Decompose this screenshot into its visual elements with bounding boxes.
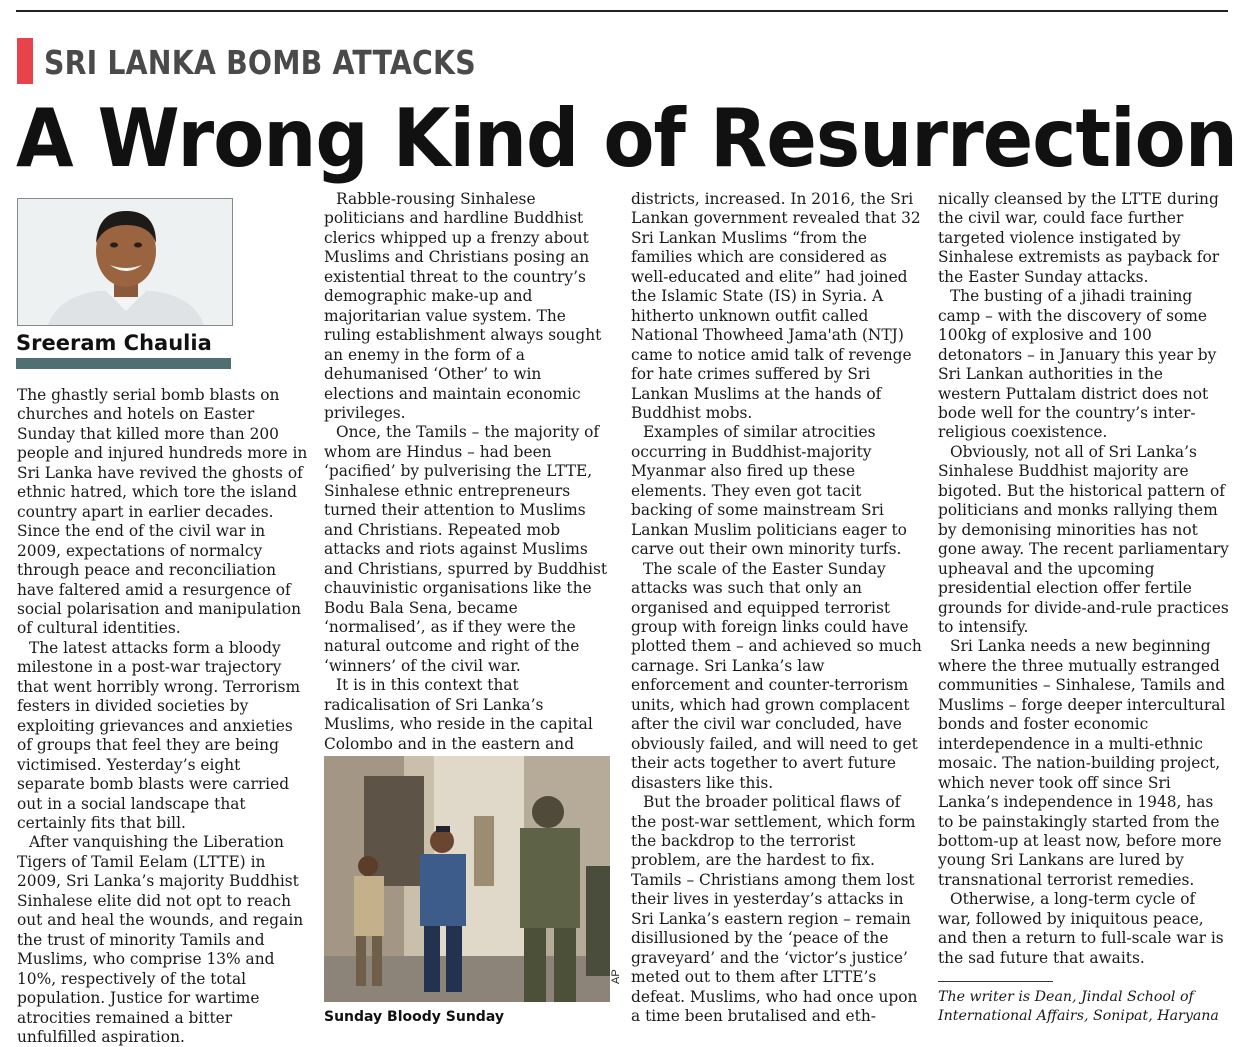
author-byline: Sreeram Chaulia xyxy=(16,331,212,355)
paragraph: Otherwise, a long-term cycle of war, followed by iniquitous peace, and then a return to full-scale war is the sad future that awaits. xyxy=(938,890,1224,967)
article-column-1 xyxy=(17,386,309,1047)
paragraph: The latest attacks form a bloody milestone in a post-war trajectory that went horribly wrong. Terrorism festers in divided societies by exploiting grievances and anxieties of groups that feel they are being victimised. Yesterday’s eight separate bomb blasts were carried out in a social landscape that certainly fits that bill. xyxy=(17,638,301,832)
paragraph: The ghastly serial bomb blasts on churches and hotels on Easter Sunday that killed more than 200 people and injured hundreds more in Sri Lanka have revived the ghosts of ethnic hatred, which tore the island country apart in earlier decades. Since the end of the civil war in 2009, expectations of normalcy through peace and reconciliation have faltered amid a resurgence of social polarisation and manipulation of cultural identities. xyxy=(17,386,308,638)
paragraph: It is in this context that radicalisation of Sri Lanka’s Muslims, who reside in the capital Colombo and in the eastern and xyxy=(324,676,593,753)
paragraph: Obviously, not all of Sri Lanka’s Sinhalese Buddhist majority are bigoted. But the historical pattern of politicians and monks rallying them by demonising minorities has not gone away. The recent parliamentary upheaval and the upcoming presidential election offer fertile grounds for divide-and-rule practices to intensify. xyxy=(938,442,1229,636)
kicker-accent-bar xyxy=(17,38,33,84)
paragraph: Once, the Tamils – the majority of whom are Hindus – had been ‘pacified’ by pulverising the LTTE, Sinhalese ethnic entrepreneurs turned their attention to Muslims and Christians. Repeated mob attacks and riots against Muslims and Christians, spurred by Buddhist chauvinistic organisations like the Bodu Bala Sena, became ‘normalised’, as if they were the natural outcome and right of the ‘winners’ of the civil war. xyxy=(324,423,608,675)
top-rule xyxy=(16,10,1228,12)
paragraph: Examples of similar atrocities occurring in Buddhist-majority Myanmar also fired up these elements. They even got tacit backing of some mainstream Sri Lankan Muslim politicians eager to carve out their own minority turfs. xyxy=(631,423,907,559)
news-photo xyxy=(324,756,610,1002)
paragraph: districts, increased. In 2016, the Sri Lankan government revealed that 32 Sri Lankan Muslims “from the families which are considered as well-educated and elite” had joined the Islamic State (IS) in Syria. A hitherto unknown outfit called National Thowheed Jama'ath (NTJ) came to notice amid talk of revenge for hate crimes suffered by Sri Lankan Muslims at the hands of Buddhist mobs. xyxy=(631,190,921,422)
article-column-2 xyxy=(324,190,616,774)
paragraph: But the broader political flaws of the post-war settlement, which form the backdrop to the terrorist problem, are the hardest to fix. Tamils – Christians among them lost their lives in yesterday’s attacks in Sri Lanka’s eastern region – remain disillusioned by the ‘peace of the graveyard’ and the ‘victor’s justice’ meted out to them after LTTE’s defeat. Muslims, who had once upon a time been brutalised and eth- xyxy=(631,793,918,1026)
author-photo xyxy=(17,198,233,326)
author-note: The writer is Dean, Jindal School of International Affairs, Sonipat, Haryana xyxy=(938,989,1219,1024)
article-column-4 xyxy=(938,190,1230,968)
paragraph: After vanquishing the Liberation Tigers of Tamil Eelam (LTTE) in 2009, Sri Lanka’s majority Buddhist Sinhalese elite did not opt to reach out and heal the wounds, and regain the trust of minority Tamils and Muslims, who comprise 13% and 10%, respectively of the total population. Justice for wartime atrocities remained a bitter unfulfilled aspiration. xyxy=(17,833,304,1046)
photo-caption: Sunday Bloody Sunday xyxy=(324,1009,504,1025)
paragraph: nically cleansed by the LTTE during the civil war, could face further targeted violence instigated by Sinhalese extremists as payback for the Easter Sunday attacks. xyxy=(938,190,1220,286)
paragraph: The scale of the Easter Sunday attacks was such that only an organised and equipped terrorist group with foreign links could have plotted them – and achieved so much carnage. Sri Lanka’s law enforcement and counter-terrorism units, which had grown complacent after the civil war concluded, have obviously failed, and will need to get their acts together to avert future disasters like this. xyxy=(631,559,922,792)
photo-credit: AP xyxy=(610,969,622,984)
paragraph: The busting of a jihadi training camp – with the discovery of some 100kg of explosive and 100 detonators – in January this year by Sri Lankan authorities in the western Puttalam district does not bode well for the country’s inter-religious coexistence. xyxy=(938,287,1217,442)
headline: A Wrong Kind of Resurrection xyxy=(16,92,1237,185)
paragraph: Sri Lanka needs a new beginning where the three mutually estranged communities – Sinhalese, Tamils and Muslims – forge deeper intercultural bonds and foster economic interdependence in a multi-ethnic mosaic. The nation-building project, which never took off since Sri Lanka’s independence in 1948, has to be painstakingly started from the bottom-up at least now, before more young Sri Lankans are lured by transnational terrorist remedies. xyxy=(938,637,1226,889)
section-kicker: SRI LANKA BOMB ATTACKS xyxy=(44,43,476,82)
article-column-3 xyxy=(631,190,923,1026)
paragraph: Rabble-rousing Sinhalese politicians and hardline Buddhist clerics whipped up a frenzy about Muslims and Christians posing an existential threat to the country’s demographic make-up and majoritarian value system. The ruling establishment always sought an enemy in the form of a dehumanised ‘Other’ to win elections and maintain economic privileges. xyxy=(324,190,602,422)
author-note-rule xyxy=(938,981,1053,982)
byline-underline xyxy=(16,358,231,369)
